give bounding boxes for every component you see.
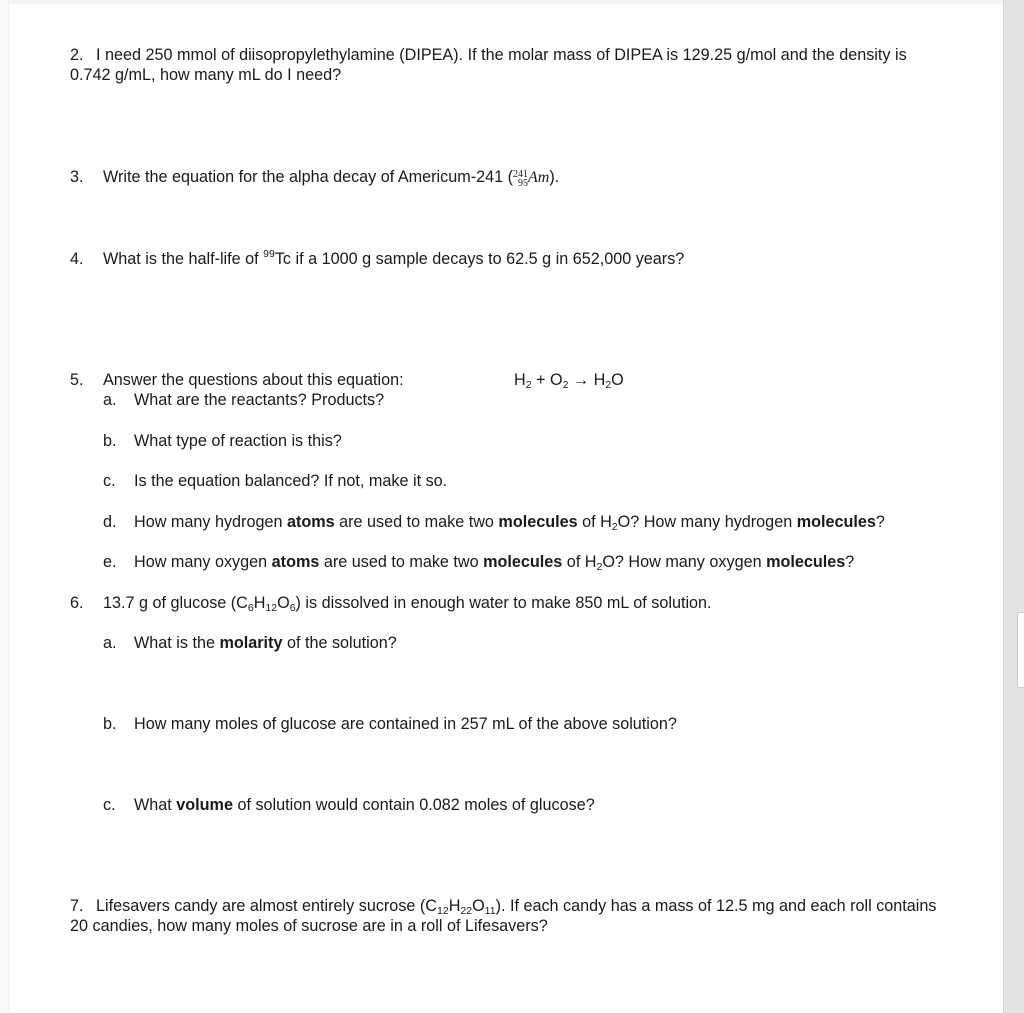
equation-product-h: H — [593, 371, 606, 389]
question-7-line-2-row — [70, 916, 548, 936]
question-6-sub-3: 6 — [289, 602, 296, 614]
question-7-line-2: 20 candies, how many moles of sucrose are in a roll of Lifesavers? — [70, 917, 548, 935]
isotope-atomic-number: 95 — [518, 178, 529, 189]
question-2-line-2: 0.742 g/mL, how many mL do I need? — [70, 66, 342, 84]
question-5c-text: Is the equation balanced? If not, make it so. — [134, 472, 448, 490]
question-6c-part-1: What — [134, 796, 177, 814]
question-5d-part-3: of H — [577, 513, 612, 531]
question-7-part-2: H — [448, 897, 461, 915]
question-7-number: 7. — [70, 897, 84, 915]
question-5d-subscript: 2 — [611, 521, 618, 533]
isotope-mass-number: 241 — [513, 169, 529, 180]
question-5e-bold-3: molecules — [766, 553, 846, 571]
question-7-sub-2: 22 — [460, 905, 473, 917]
question-6c-text — [134, 795, 595, 815]
question-7-part-3: O — [472, 897, 485, 915]
isotope-symbol: Am — [528, 169, 550, 186]
equation-h: H — [514, 371, 526, 389]
question-7 — [70, 896, 936, 916]
question-6a-part-1: What is the — [134, 634, 220, 652]
question-6b-letter: b. — [103, 715, 117, 733]
scrollbar-thumb[interactable] — [1017, 612, 1024, 688]
question-7-part-1: Lifesavers candy are almost entirely sucrose (C — [96, 897, 437, 915]
chemical-equation — [514, 370, 624, 390]
question-5e-bold-1: atoms — [271, 553, 320, 571]
question-4-text — [103, 249, 684, 269]
vertical-scrollbar[interactable] — [1003, 0, 1024, 1013]
question-5e-part-1: How many oxygen — [134, 553, 272, 571]
question-5d-bold-3: molecules — [796, 513, 876, 531]
question-5d-text — [134, 512, 885, 532]
question-2-line-1: I need 250 mmol of diisopropylethylamine (DIPEA). If the molar mass of DIPEA is 129.25 g/mol and the density is — [96, 46, 907, 64]
question-5e-subscript: 2 — [596, 561, 603, 573]
question-5e-part-4: O? How many oxygen — [602, 553, 767, 571]
question-6-number: 6. — [70, 594, 84, 612]
question-6-sub-1: 6 — [247, 602, 254, 614]
question-3-text — [103, 167, 559, 188]
question-5d-part-5: ? — [875, 513, 885, 531]
question-6-part-2: H — [253, 594, 266, 612]
question-3-close: ). — [549, 168, 560, 186]
question-6-sub-2: 12 — [265, 602, 278, 614]
question-7-sub-3: 11 — [484, 905, 496, 917]
question-6b-text: How many moles of glucose are contained in 257 mL of the above solution? — [134, 715, 677, 733]
equation-product-sub: 2 — [605, 379, 612, 391]
question-5-number: 5. — [70, 371, 84, 389]
question-5d-bold-1: atoms — [286, 513, 335, 531]
question-5d-part-4: O? How many hydrogen — [617, 513, 797, 531]
question-6c-part-2: of solution would contain 0.082 moles of glucose? — [232, 796, 595, 814]
question-5d-bold-2: molecules — [498, 513, 578, 531]
equation-plus-o: + O — [531, 371, 563, 389]
equation-product-o: O — [611, 371, 624, 389]
question-5e-part-3: of H — [562, 553, 597, 571]
question-5e-part-5: ? — [845, 553, 855, 571]
question-5b-letter: b. — [103, 432, 117, 450]
isotope-notation — [513, 170, 528, 188]
equation-h-sub: 2 — [525, 379, 532, 391]
question-5d-part-2: are used to make two — [334, 513, 499, 531]
question-5d-letter: d. — [103, 513, 117, 531]
isotope-mass-superscript: 99 — [263, 248, 275, 260]
question-6-text — [103, 593, 712, 613]
question-4-pre: What is the half-life of — [103, 250, 264, 268]
question-5e-letter: e. — [103, 553, 117, 571]
question-6-part-1: 13.7 g of glucose (C — [103, 594, 248, 612]
question-5a-text: What are the reactants? Products? — [134, 391, 385, 409]
question-2-line-2-row — [70, 65, 341, 85]
question-5-text: Answer the questions about this equation: — [103, 371, 404, 389]
question-6a-text — [134, 633, 397, 653]
question-5b-text: What type of reaction is this? — [134, 432, 342, 450]
question-4-post: Tc if a 1000 g sample decays to 62.5 g in 652,000 years? — [274, 250, 685, 268]
question-5e-part-2: are used to make two — [319, 553, 484, 571]
equation-arrow: → — [568, 371, 594, 389]
question-3-number: 3. — [70, 168, 84, 186]
question-5d-part-1: How many hydrogen — [134, 513, 287, 531]
equation-o-sub: 2 — [562, 379, 569, 391]
question-7-part-4: ). If each candy has a mass of 12.5 mg and each roll contains — [495, 897, 937, 915]
question-5a-letter: a. — [103, 391, 117, 409]
question-6a-letter: a. — [103, 634, 117, 652]
question-2 — [70, 45, 907, 65]
question-5c-letter: c. — [103, 472, 116, 490]
question-6a-bold: molarity — [219, 634, 283, 652]
question-6c-bold: volume — [176, 796, 233, 814]
question-2-number: 2. — [70, 46, 84, 64]
question-7-sub-1: 12 — [437, 905, 449, 917]
question-5e-text — [134, 552, 854, 572]
question-4-number: 4. — [70, 250, 84, 268]
question-6a-part-2: of the solution? — [282, 634, 397, 652]
question-6-part-3: O — [277, 594, 290, 612]
question-3-stem: Write the equation for the alpha decay of Americum-241 ( — [103, 168, 514, 186]
question-5e-bold-2: molecules — [483, 553, 563, 571]
question-6c-letter: c. — [103, 796, 116, 814]
question-6-part-4: ) is dissolved in enough water to make 850 mL of solution. — [295, 594, 712, 612]
